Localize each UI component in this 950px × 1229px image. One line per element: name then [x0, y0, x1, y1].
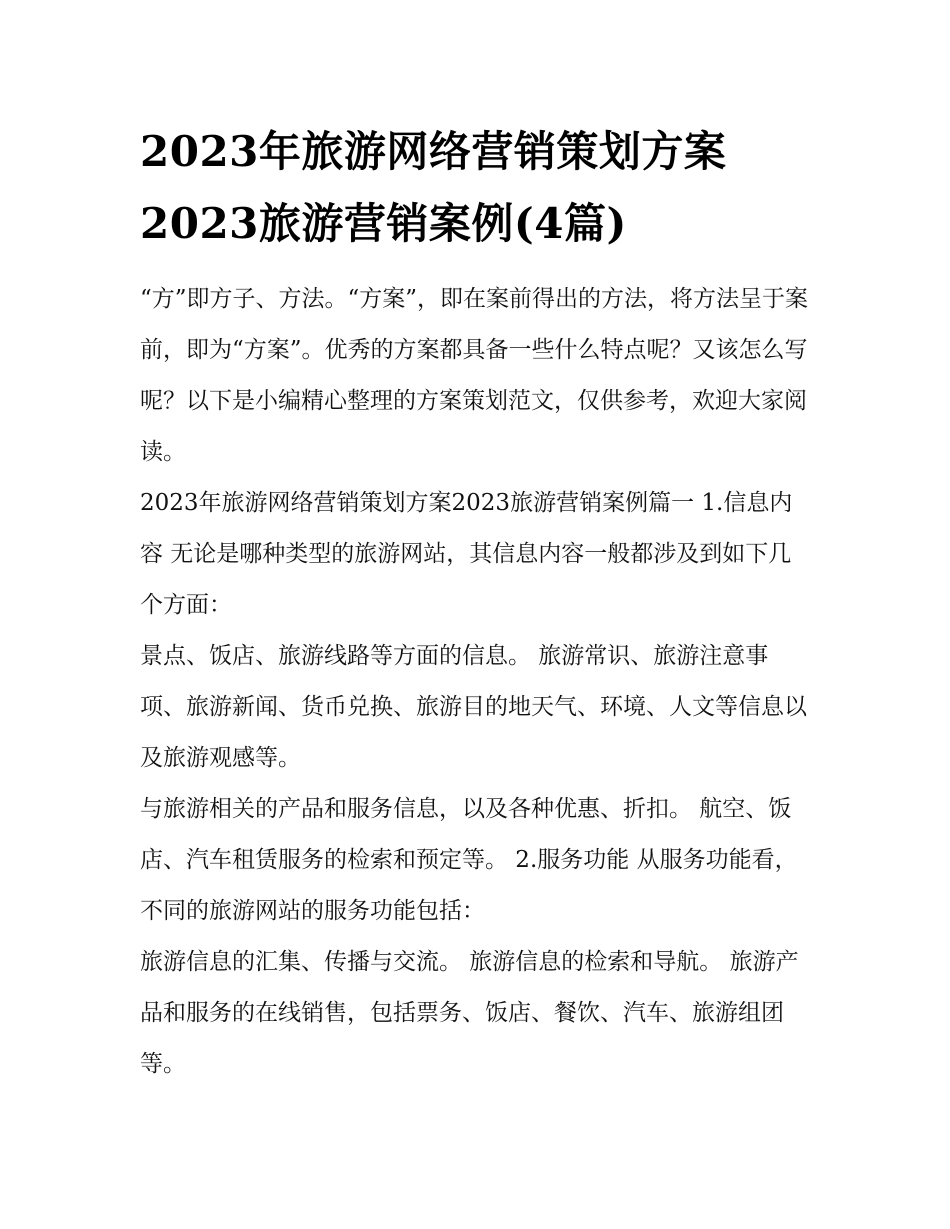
intro-paragraph: “方”即方子、方法。“方案”，即在案前得出的方法，将方法呈于案前，即为“方案”。优秀的方案都具备一些什么特点呢？又该怎么写呢？以下是小编精心整理的方案策划范文，仅供参考，欢迎大家阅读。 [140, 286, 809, 465]
service-paragraph: 与旅游相关的产品和服务信息，以及各种优惠、折扣。 航空、饭店、汽车租赁服务的检索和预定等。 2.服务功能 从服务功能看，不同的旅游网站的服务功能包括： [140, 796, 798, 924]
info-content-paragraph: 景点、饭店、旅游线路等方面的信息。 旅游常识、旅游注意事项、旅游新闻、货币兑换、旅游目的地天气、环境、人文等信息以及旅游观感等。 [140, 643, 807, 771]
document-title: 2023年旅游网络营销策划方案2023旅游营销案例(4篇) [140, 127, 727, 248]
service-functions-paragraph: 旅游信息的汇集、传播与交流。 旅游信息的检索和导航。 旅游产品和服务的在线销售，包括票务、饭店、餐饮、汽车、旅游组团等。 [140, 949, 799, 1077]
section-one-paragraph: 2023年旅游网络营销策划方案2023旅游营销案例篇一 1.信息内容 无论是哪种类型的旅游网站，其信息内容一般都涉及到如下几个方面： [140, 490, 793, 618]
document-page [140, 116, 812, 1090]
